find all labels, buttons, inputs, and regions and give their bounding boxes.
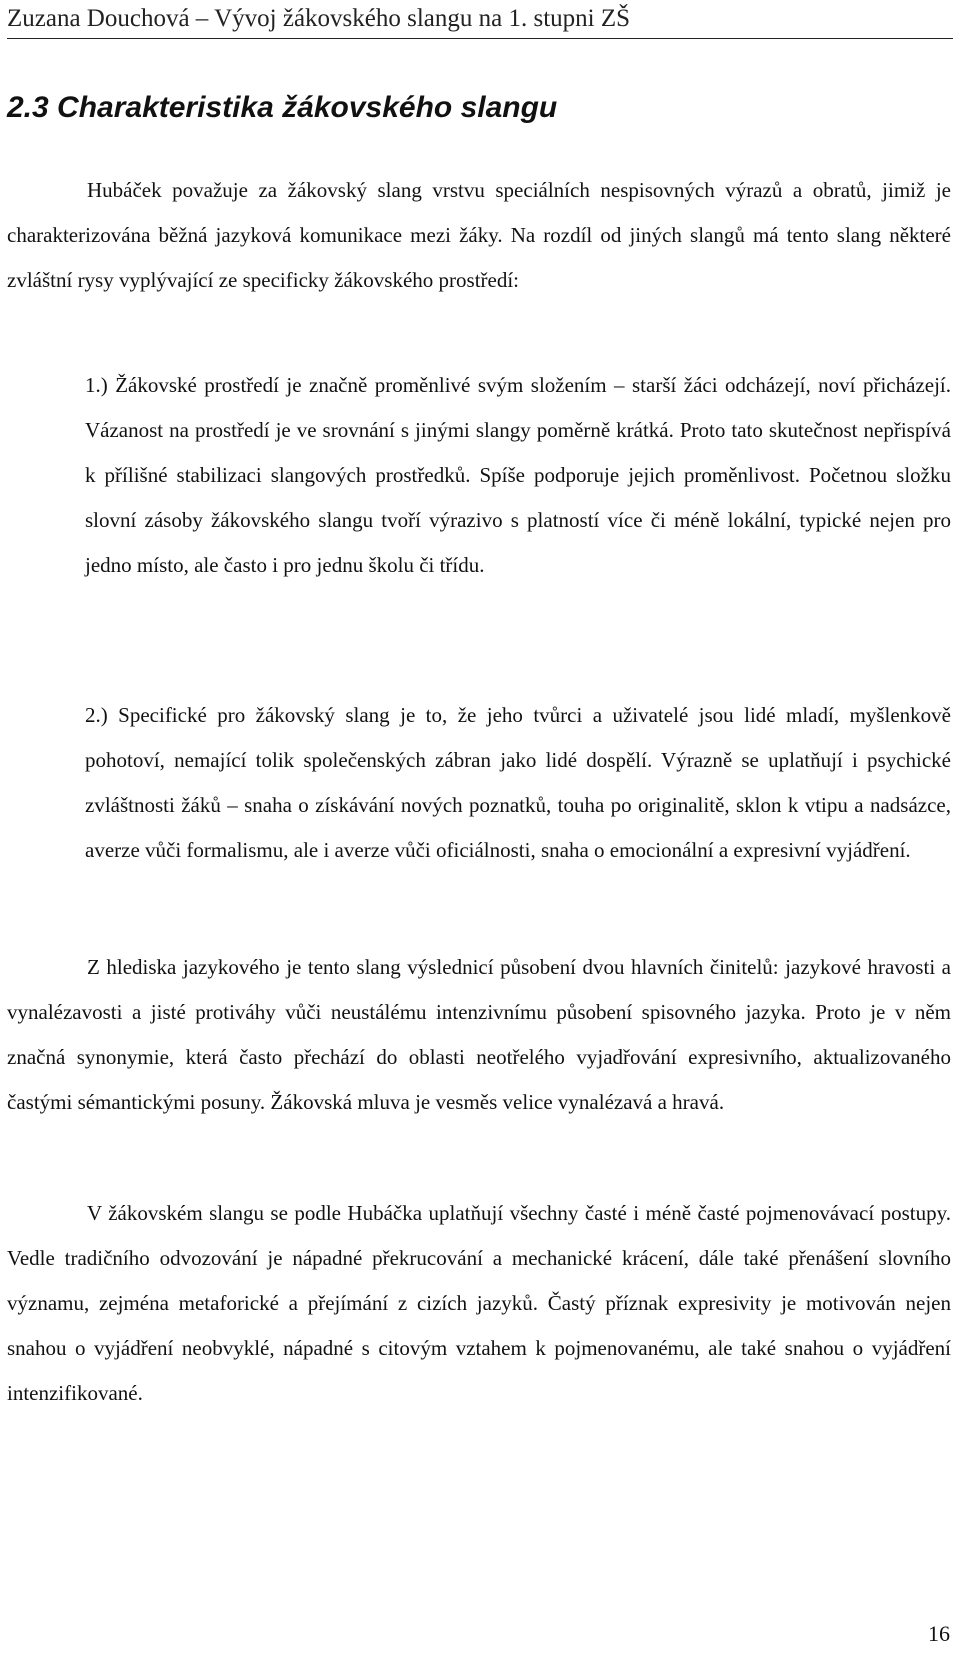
running-header: Zuzana Douchová – Vývoj žákovského slangu na 1. stupni ZŠ [7,5,631,32]
header-divider [7,38,953,39]
list-item-2: 2.) Specifické pro žákovský slang je to, že jeho tvůrci a uživatelé jsou lidé mladí, myšlenkově pohotoví, nemající tolik společenských zábran jako lidé dospělí. Výrazně se uplatňují i psychické zvláštnosti žáků – snaha o získávání nových poznatků, touha po originalitě, sklon k vtipu a nadsázce, averze vůči formalismu, ale i averze vůči oficiálnosti, snaha o emocionální a expresivní vyjádření. [85,703,951,862]
list-item-1: 1.) Žákovské prostředí je značně proměnlivé svým složením – starší žáci odcházejí, noví přicházejí. Vázanost na prostředí je ve srovnání s jinými slangy poměrně krátká. Proto tato skutečnost nepřispívá k přílišné stabilizaci slangových prostředků. Spíše podporuje jejich proměnlivost. Početnou složku slovní zásoby žákovského slangu tvoří výrazivo s platností více či méně lokální, typické nejen pro jedno místo, ale často i pro jednu školu či třídu. [85,373,951,577]
paragraph-methods: V žákovském slangu se podle Hubáčka uplatňují všechny časté i méně časté pojmenovávací postupy. Vedle tradičního odvozování je nápadné překrucování a mechanické krácení, dále také přenášení slovního významu, zejména metaforické a přejímání z cizích jazyků. Častý příznak expresivity je motivován nejen snahou o vyjádření neobvyklé, nápadné s citovým vztahem k pojmenovanému, ale také snahou o vyjádření intenzifikované. [7,1201,951,1405]
paragraph-factors: Z hlediska jazykového je tento slang výslednicí působení dvou hlavních činitelů: jazykové hravosti a vynalézavosti a jisté protiváhy vůči neustálému intenzivnímu působení spisovného jazyka. Proto je v něm značná synonymie, která často přechází do oblasti neotřelého vyjadřování expresivního, aktualizovaného častými sémantickými posuny. Žákovská mluva je vesměs velice vynalézavá a hravá. [7,955,951,1114]
page-number: 16 [928,1621,950,1646]
section-heading: 2.3 Charakteristika žákovského slangu [7,91,558,124]
paragraph-intro: Hubáček považuje za žákovský slang vrstvu speciálních nespisovných výrazů a obratů, jimiž je charakterizována běžná jazyková komunikace mezi žáky. Na rozdíl od jiných slangů má tento slang některé zvláštní rysy vyplývající ze specificky žákovského prostředí: [7,178,951,292]
